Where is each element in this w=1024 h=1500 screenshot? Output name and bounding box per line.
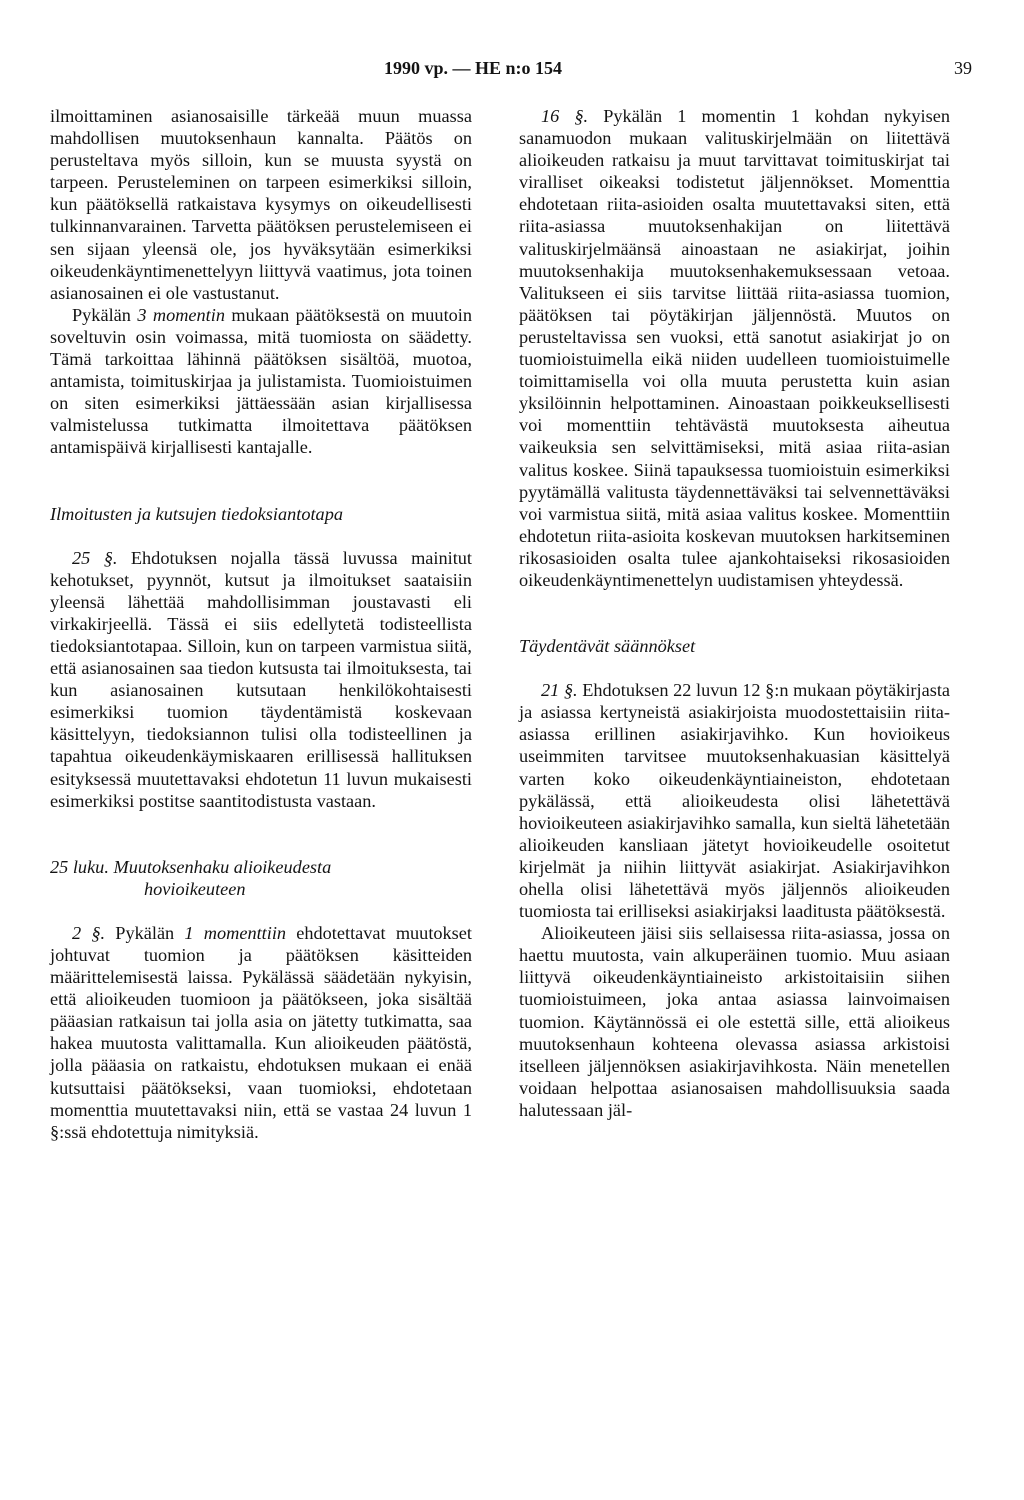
section-number: 25 §. [72, 547, 118, 568]
section-number: 16 §. [541, 106, 589, 126]
page-number: 39 [954, 58, 972, 78]
text-run: Pykälän 1 momentin 1 kohdan nykyisen sanamuodon mukaan valituskirjelmään on liitettävä alioikeuden ratkaisu ja muut tarvittavat toimituskirjat tai viralliset oikeaksi todistetut jäljennökset. Momenttia ehdotetaan riita-asioiden osalta muutettavaksi siten, että riita-asiassa muutoksenhakijan on liitettävä valituskirjelmäänsä ainoastaan ne asiakirjat, joihin muutoksenhakija muutoksenhakemuksessaan vetoaa. Valitukseen ei siis tarvitse liittää riita-asiassa tuomion, päätöksen tai pöytäkirjan jäljennöstä. Muutos on perusteltavissa sen vuoksi, että sanotut asiakirjat jo on tuomioistuimella eikä niiden uudelleen tuomioistuimelle toimittamisella voi olla muuta perustetta kuin asian yksilöinnin helpottaminen. Ainoastaan poikkeuksellisesti voi momenttiin tehtävästä muutoksesta aiheutua vaikeuksia sen selvittämiseksi, mitä asiaa riita-asian valitus koskee. Siinä tapauksessa tuomioistuin esimerkiksi pyytämällä valitusta täydennettäväksi tai selvennettäväksi voi varmistua siitä, mitä asiaa valitus koskee. Momenttiin ehdotetun riita-asioita koskevan muutoksen harkitseminen rikosasioiden osalta tulee ajankohtaiseksi rikosasioiden oikeudenkäyntimenettelyn uudistamisen yhteydessä. [519, 106, 951, 590]
text-run: Pykälän [105, 922, 185, 943]
paragraph-21-pykala [519, 679, 950, 922]
chapter-heading [50, 856, 472, 900]
text-run: mukaan päätöksestä on muutoin soveltuvin osin voimassa, mitä tuomiosta on säädetty. Tämä tarkoittaa lähinnä päätöksen sisältöä, muotoa, antamista, toimituskirjaa ja julistamista. Tuomioistuimen on siten esimerkiksi jättäessään asian kirjallisessa valmistelussa tutkimatta ilmoitettava päätöksen antamispäivä kirjallisesti kantajalle. [50, 304, 473, 458]
text-run: ehdotettavat muutokset johtuvat tuomion ja päätöksen käsitteiden määrittelemisestä laissa. Pykälässä säädetään nykyisin, että alioikeuden tuomioon ja päätökseen, joka sisältää pääasian ratkaisun tai jolla asia on jätetty tutkimatta, saa hakea muutosta valittamalla. Kun alioikeuden päätöstä, jolla pääasia on ratkaistu, ehdotuksen mukaan ei enää kutsuttaisi päätökseksi, vaan tuomioksi, ehdotetaan momenttia muutettavaksi niin, että se vastaa 24 luvun 1 §:ssä ehdotettuja nimityksiä. [50, 922, 472, 1142]
text-run: Pykälän [72, 304, 138, 325]
emphasis: 1 momenttiin [184, 922, 287, 943]
paragraph-16-pykala [519, 105, 950, 591]
left-column [50, 105, 472, 1143]
paragraph-2-pykala [50, 922, 472, 1143]
section-number: 21 §. [541, 680, 578, 701]
text-run: Ehdotuksen 22 luvun 12 §:n mukaan pöytäkirjasta ja asiassa kertyneistä asiakirjoista muodostettaisiin riita-asiassa erillinen asiakirjavihko. Kun hovioikeus useimmiten tarvitsee muutoksenhakuasian käsittelyä varten koko oikeudenkäyntiaineiston, ehdotetaan pykälässä, että alioikeudesta olisi lähetettävä hovioikeuteen asiakirjavihko samalla, kun sieltä lähetetään alioikeuden kansliaan jätetyt hovioikeudelle osoitetut kirjelmät ja niihin liittyvät asiakirjat. Asiakirjavihkon ohella olisi lähetettävä myös jäljennös alioikeuden tuomiosta tai erilliseksi asiakirjaksi laaditusta päätöksestä. [519, 680, 951, 922]
chapter-heading-line1: 25 luku. Muutoksenhaku alioikeudesta [50, 856, 332, 877]
page-header [0, 58, 1024, 88]
paragraph-3-momentti [50, 304, 472, 459]
paragraph-continued: ilmoittaminen asianosaisille tärkeää muun muassa mahdollisen muutoksenhaun kannalta. Päätös on perusteltava myös silloin, kun se muusta syystä on tarpeen. Perusteleminen on tarpeen esimerkiksi silloin, kun päätöksellä ratkaistava kysymys on oikeudellisesti tulkinnanvarainen. Tarvetta päätöksen perustelemiseen ei sen sijaan yleensä ole, jos hyväksytään esimerkiksi oikeudenkäyntimenettelyyn liittyvä vaatimus, jota toinen asianosainen ei ole vastustanut. [50, 106, 472, 303]
emphasis: 3 momentin [137, 304, 225, 325]
paragraph-25-pykala [50, 547, 472, 812]
text-run: Ehdotuksen nojalla tässä luvussa mainitut kehotukset, pyynnöt, kutsut ja ilmoitukset saataisiin yleensä lähettää mahdollisimman joustavasti eli virkakirjeellä. Tässä ei siis edellytetä todisteellista tiedoksiantotapaa. Silloin, kun on tarpeen varmistua siitä, että asianosainen saa tiedon kutsusta tai ilmoituksesta, tai kun asianosainen kutsutaan henkilökohtaisesti esimerkiksi tuomion täydentämistä koskevaan käsittelyyn, tiedoksiannon tulisi olla todisteellinen ja tapahtua oikeudenkäymiskaaren erillisessä hallituksen esityksessä muutettavaksi ehdotetun 11 luvun mukaisesti esimerkiksi postitse saantitodistusta vastaan. [50, 547, 473, 811]
section-heading-taydentavat: Täydentävät säännökset [519, 636, 696, 657]
section-heading-tiedoksiantotapa: Ilmoitusten ja kutsujen tiedoksiantotapa [50, 503, 343, 524]
right-column [519, 105, 950, 1121]
section-number: 2 §. [72, 922, 106, 943]
chapter-heading-line2: hovioikeuteen [144, 878, 246, 899]
paragraph-alioikeuteen: Alioikeuteen jäisi siis sellaisessa riita-asiassa, jossa on haettu muutosta, vain alkuperäinen tuomio. Muu asiaan liittyvä oikeudenkäyntiaineisto arkistoitaisiin siihen tuomioistuimeen, joka antaa asiassa lainvoimaisen tuomion. Käytännössä ei ole estettä sille, että alioikeus muutoksenhaun kohteena olevassa asiassa arkistoisi itselleen jäljennöksen asiakirjavihkosta. Näin menetellen voidaan helpottaa asianosaisen mahdollisuuksia saada halutessaan jäl- [519, 923, 950, 1120]
document-reference: 1990 vp. — HE n:o 154 [384, 58, 563, 78]
